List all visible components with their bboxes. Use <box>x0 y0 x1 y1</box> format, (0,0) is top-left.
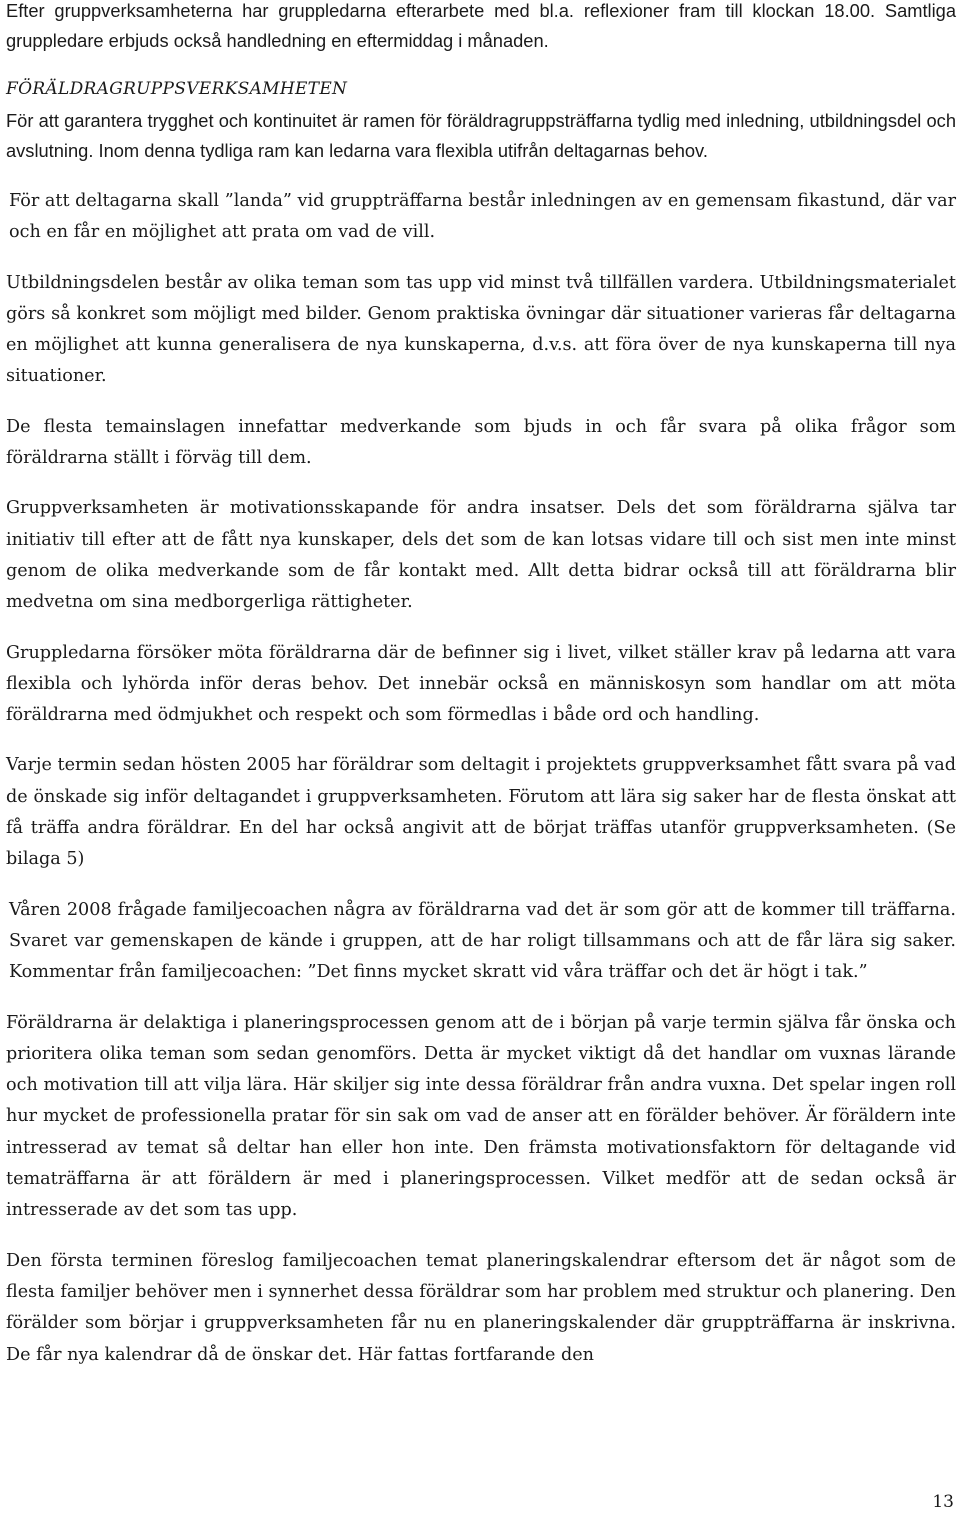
page-number: 13 <box>932 1492 954 1512</box>
body-paragraph: Utbildningsdelen består av olika teman som tas upp vid minst två tillfällen vardera. Utbildningsmaterialet görs så konkret som möjligt med bilder. Genom praktiska övningar där situationer varieras får deltagarna en möjlighet att kunna generalisera de nya kunskaperna, d.v.s. att föra över de nya kunskaperna till nya situationer. <box>6 272 956 387</box>
body-paragraph: För att deltagarna skall ”landa” vid gruppträffarna består inledningen av en gemensam fikastund, där var och en får en möjlighet att prata om vad de vill. <box>9 191 956 243</box>
body-paragraph: Våren 2008 frågade familjecoachen några av föräldrarna vad det är som gör att de kommer till träffarna. Svaret var gemenskapen de kände i gruppen, att de har roligt tillsammans och att de får lära sig saker. Kommentar från familjecoachen: ”Det finns mycket skratt vid våra träffar och det är högt i tak.” <box>9 899 956 983</box>
document-page <box>6 0 956 1390</box>
body-paragraph: Föräldrarna är delaktiga i planeringsprocessen genom att de i början på varje termin själva får önska och prioritera olika teman som sedan genomförs. Detta är mycket viktigt då det handlar om vuxnas lärande och motivation till att vilja lära. Här skiljer sig inte dessa föräldrar från andra vuxna. Det spelar ingen roll hur mycket de professionella pratar för sin sak om vad de anser att en förälder behöver. Är föräldern inte intresserad av temat så deltar han eller hon inte. Den främsta motivationsfaktorn för deltagande vid tematräffarna är att föräldern är med i planeringsprocessen. Vilket medför att de sedan också är intresserade av det som tas upp. <box>6 1012 956 1221</box>
intro-paragraph: Efter gruppverksamheterna har gruppledarna efterarbete med bl.a. reflexioner fram till klockan 18.00. Samtliga gruppledare erbjuds också handledning en eftermiddag i månaden. <box>6 0 956 51</box>
body-paragraph: Varje termin sedan hösten 2005 har föräldrar som deltagit i projektets gruppverksamhet fått svara på vad de önskade sig inför deltagandet i gruppverksamheten. Förutom att lära sig saker har de flesta önskat att få träffa andra föräldrar. En del har också angivit att de börjat träffas utanför gruppverksamheten. (Se bilaga 5) <box>6 755 956 870</box>
section-intro-part-a: För att garantera trygghet och kontinuitet är ramen för föräldragruppsträffarna tydlig med inledning, utbildningsdel och avslutning. <box>6 110 956 161</box>
section-intro-paragraph <box>6 106 956 166</box>
body-paragraph: Gruppledarna försöker möta föräldrarna där de befinner sig i livet, vilket ställer krav på ledarna att vara flexibla och lyhörda inför deras behov. Det innebär också en människosyn som handlar om att möta föräldrarna med ödmjukhet och respekt och som förmedlas i både ord och handling. <box>6 642 956 726</box>
body-paragraph: Gruppverksamheten är motivationsskapande för andra insatser. Dels det som föräldrarna själva tar initiativ till efter att de fått nya kunskaper, dels det som de kan lotsas vidare till och sist men inte minst genom de olika medverkande som de får kontakt med. Allt detta bidrar också till att föräldrarna blir medvetna om sina medborgerliga rättigheter. <box>6 498 956 613</box>
body-paragraph: Den första terminen föreslog familjecoachen temat planeringskalendrar eftersom det är något som de flesta familjer behöver men i synnerhet dessa föräldrar som har problem med struktur och planering. Den förälder som börjar i gruppverksamheten får nu en planeringskalender där gruppträffarna är inskrivna. De får nya kalendrar då de önskar det. Här fattas fortfarande den <box>6 1250 956 1365</box>
body-paragraph: De flesta temainslagen innefattar medverkande som bjuds in och får svara på olika frågor som föräldrarna ställt i förväg till dem. <box>6 416 956 469</box>
section-heading: FÖRÄLDRAGRUPPSVERKSAMHETEN <box>6 79 348 99</box>
section-intro-part-b: Inom denna tydliga ram kan ledarna vara flexibla utifrån deltagarnas behov. <box>98 140 708 161</box>
